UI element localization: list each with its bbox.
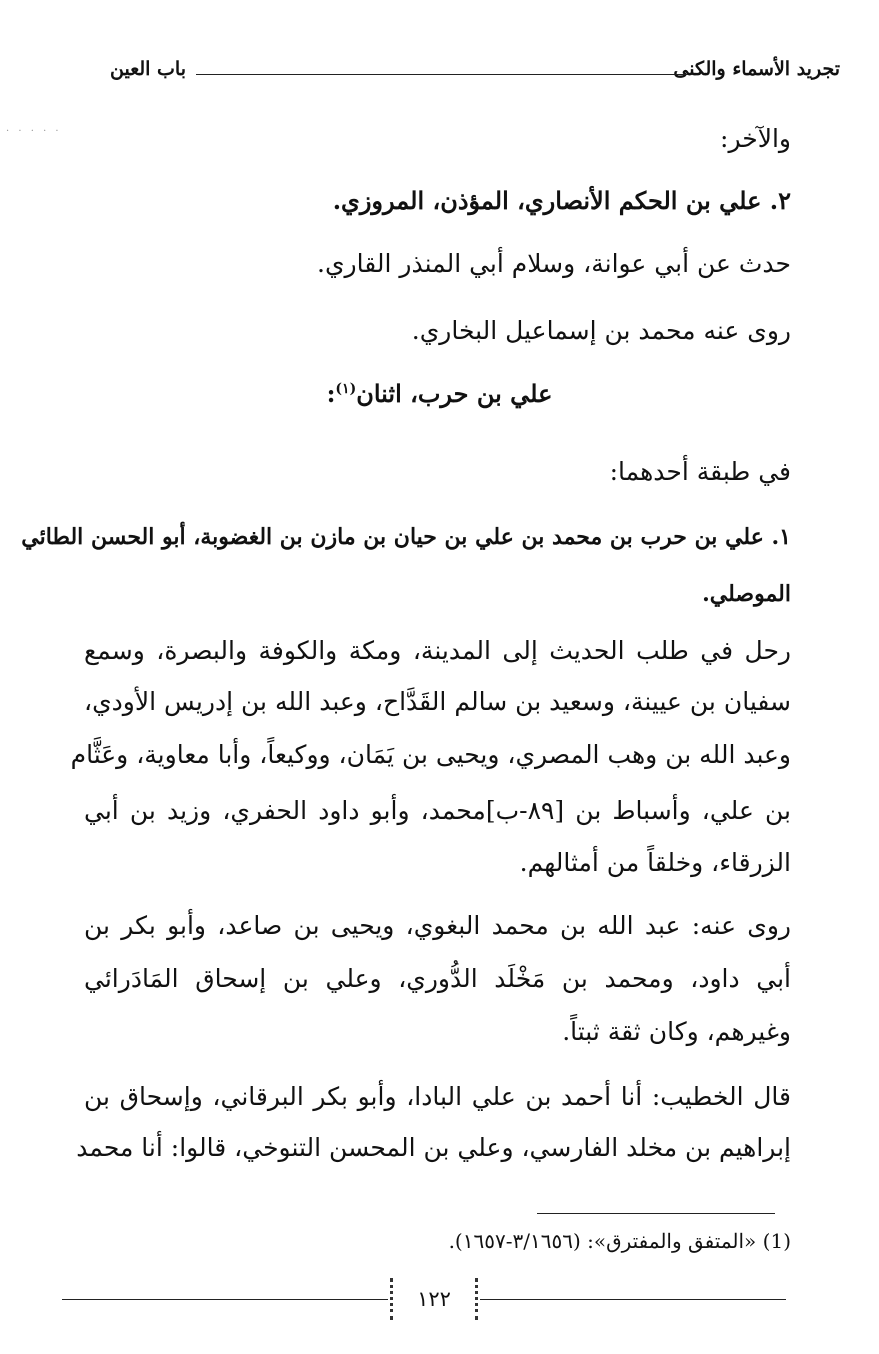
text-line: روى عنه: عبد الله بن محمد البغوي، ويحيى بن صاعد، وأبو بكر بن (84, 911, 791, 940)
entry-heading: ١. علي بن حرب بن محمد بن علي بن حيان بن مازن بن الغضوبة، أبو الحسن الطائي (21, 524, 791, 550)
text-line: قال الخطيب: أنا أحمد بن علي البادا، وأبو بكر البرقاني، وإسحاق بن (84, 1082, 791, 1111)
footnote-marker: (١) (335, 381, 357, 397)
footer-rule-left (62, 1299, 388, 1300)
header-rule (196, 74, 688, 75)
text-line: رحل في طلب الحديث إلى المدينة، ومكة والكوفة والبصرة، وسمع (84, 636, 791, 665)
entry-heading-cont: الموصلي. (702, 581, 791, 607)
section-heading (88, 372, 791, 411)
chapter-title: باب العين (110, 58, 187, 80)
running-header (110, 52, 840, 86)
text-line: الزرقاء، وخلقاً من أمثالهم. (519, 848, 791, 877)
text-line: روى عنه محمد بن إسماعيل البخاري. (411, 316, 791, 345)
footnote-separator (537, 1213, 775, 1214)
text-line: في طبقة أحدهما: (609, 457, 791, 486)
page-number: ١٢٢ (390, 1278, 478, 1320)
entry-heading: ٢. علي بن الحكم الأنصاري، المؤذن، المروزي. (332, 186, 791, 215)
heading-colon: : (326, 379, 336, 408)
text-line: سفيان بن عيينة، وسعيد بن سالم القَدَّاح، وعبد الله بن إدريس الأودي، (84, 687, 791, 716)
book-title: تجريد الأسماء والكنى (673, 58, 840, 80)
footer-rule-right (480, 1299, 786, 1300)
text-line: إبراهيم بن مخلد الفارسي، وعلي بن المحسن التنوخي، قالوا: أنا محمد (76, 1133, 791, 1162)
footnote: (1) «المتفق والمفترق»: (٣/١٦٥٦-١٦٥٧). (448, 1229, 791, 1253)
text-line: بن علي، وأسباط بن [٨٩-ب]محمد، وأبو داود الحفري، وزيد بن أبي (84, 796, 791, 825)
section-heading-text: علي بن حرب، اثنان (356, 379, 553, 408)
scan-artifact-dots: · · · · · (6, 126, 62, 137)
text-line: وعبد الله بن وهب المصري، ويحيى بن يَمَان، ووكيعاً، وأبا معاوية، وعَثَّام (70, 740, 791, 769)
text-line: وغيرهم، وكان ثقة ثبتاً. (562, 1017, 791, 1046)
text-line: حدث عن أبي عوانة، وسلام أبي المنذر القاري. (317, 249, 791, 278)
text-line: والآخر: (720, 124, 791, 153)
text-line: أبي داود، ومحمد بن مَخْلَد الدُّوري، وعلي بن إسحاق المَادَرائي (84, 964, 791, 993)
